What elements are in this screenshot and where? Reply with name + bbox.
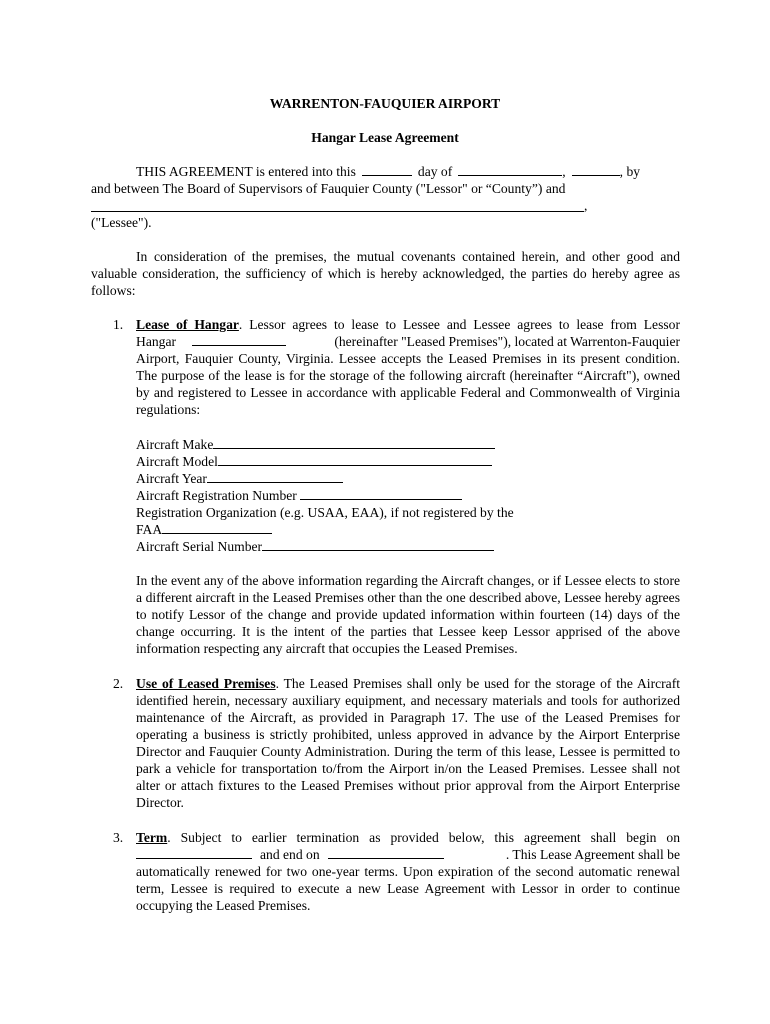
aircraft-model-field[interactable] bbox=[218, 453, 492, 466]
intro-comma: , bbox=[562, 164, 566, 179]
section-1-text-b: (hereinafter "Leased Premises"), located at Warrenton-Fauquier bbox=[334, 334, 680, 349]
section-1-text-c: Airport, Fauquier County, Virginia. Lessee accepts the Leased Premises in its present condition. The purpose of the lease is for the storage of the following aircraft (hereinafter “Aircraft"), owned by and registered to Lessee in accordance with applicable Federal and Commonwealth of Virginia regulations: bbox=[136, 351, 680, 417]
section-3-body bbox=[136, 829, 680, 914]
faa-label: FAA bbox=[136, 522, 163, 537]
aircraft-model-label: Aircraft Model bbox=[136, 454, 218, 469]
aircraft-year-field[interactable] bbox=[207, 470, 343, 483]
start-date-blank[interactable] bbox=[136, 846, 252, 859]
intro-lessee: ("Lessee"). bbox=[91, 215, 152, 230]
registration-field[interactable] bbox=[300, 487, 462, 500]
aircraft-make-field[interactable] bbox=[213, 436, 495, 449]
section-1-followup-text: In the event any of the above information regarding the Aircraft changes, or if Lessee elects to store a different aircraft in the Leased Premises other than the one described above, Lessee hereby agrees to notify Lessor of the change and provide updated information within fourteen (14) days of the change occurring. It is the intent of the parties that Lessee keep Lessor apprised of the above information respecting any aircraft that occupies the Leased Premises. bbox=[136, 573, 680, 656]
section-3-text-a: . Subject to earlier termination as provided below, this agreement shall begin on bbox=[167, 830, 680, 845]
registration-org-label: Registration Organization (e.g. USAA, EAA), if not registered by the bbox=[136, 505, 514, 520]
section-1-followup bbox=[136, 572, 680, 657]
section-number: 2. bbox=[113, 676, 124, 691]
intro-text-3: , by bbox=[619, 164, 641, 179]
section-3-text-c: . This Lease Agreement shall be bbox=[505, 847, 680, 862]
section-heading: Lease of Hangar bbox=[136, 317, 239, 332]
aircraft-make-label: Aircraft Make bbox=[136, 437, 214, 452]
aircraft-fields bbox=[136, 436, 596, 555]
section-1-body bbox=[136, 316, 680, 418]
month-blank[interactable] bbox=[458, 163, 562, 176]
end-date-blank[interactable] bbox=[328, 846, 444, 859]
day-blank[interactable] bbox=[362, 163, 412, 176]
section-number: 1. bbox=[113, 317, 124, 332]
registration-label: Aircraft Registration Number bbox=[136, 488, 297, 503]
section-heading: Use of Leased Premises bbox=[136, 676, 276, 691]
serial-number-label: Aircraft Serial Number bbox=[136, 539, 263, 554]
faa-field[interactable] bbox=[162, 521, 272, 534]
document-title: WARRENTON-FAUQUIER AIRPORT bbox=[269, 96, 501, 111]
consideration-text: In consideration of the premises, the mutual covenants contained herein, and other good and valuable consideration, the sufficiency of which is hereby acknowledged, the parties do hereby agree as follows: bbox=[91, 249, 680, 298]
document-subtitle: Hangar Lease Agreement bbox=[311, 130, 459, 145]
hangar-number-blank[interactable] bbox=[192, 333, 286, 346]
intro-text-4: and between The Board of Supervisors of Fauquier County ("Lessor" or “County”) and bbox=[91, 181, 566, 196]
section-number: 3. bbox=[113, 830, 124, 845]
section-3-text-b: and end on bbox=[260, 847, 320, 862]
section-2-text: . The Leased Premises shall only be used for the storage of the Aircraft identified herein, necessary auxiliary equipment, and necessary materials and tools for authorized maintenance of the Aircraft, as provided in Paragraph 17. The use of the Leased Premises for operating a business is strictly prohibited, unless approved in advance by the Airport Enterprise Director and Fauquier County Administration. During the term of this lease, Lessee is permitted to park a vehicle for transportation to/from the Airport in/on the Leased Premises. Lessee shall not alter or attach fixtures to the Leased Premises without prior approval from the Airport Enterprise Director. bbox=[136, 676, 680, 810]
lessee-name-blank[interactable] bbox=[91, 197, 584, 212]
section-1-text-a: . Lessor agrees to lease to Lessee and Lessee agrees to lease from Lessor bbox=[238, 317, 680, 332]
intro-text-2: day of bbox=[417, 164, 453, 179]
aircraft-year-label: Aircraft Year bbox=[136, 471, 207, 486]
year-blank[interactable] bbox=[572, 163, 620, 176]
section-3-text-d: automatically renewed for two one-year terms. Upon expiration of the second automatic renewal term, Lessee is required to execute a new Lease Agreement with Lessor in order to continue occupying the Leased Premises. bbox=[136, 864, 680, 913]
intro-paragraph bbox=[91, 163, 680, 231]
intro-text-1: THIS AGREEMENT is entered into this bbox=[136, 164, 356, 179]
section-heading: Term bbox=[136, 830, 168, 845]
section-2-body bbox=[136, 675, 680, 811]
consideration-paragraph bbox=[91, 248, 680, 299]
serial-number-field[interactable] bbox=[262, 538, 494, 551]
section-1-hangar-label: Hangar bbox=[136, 334, 177, 349]
intro-comma-2: , bbox=[584, 198, 588, 213]
